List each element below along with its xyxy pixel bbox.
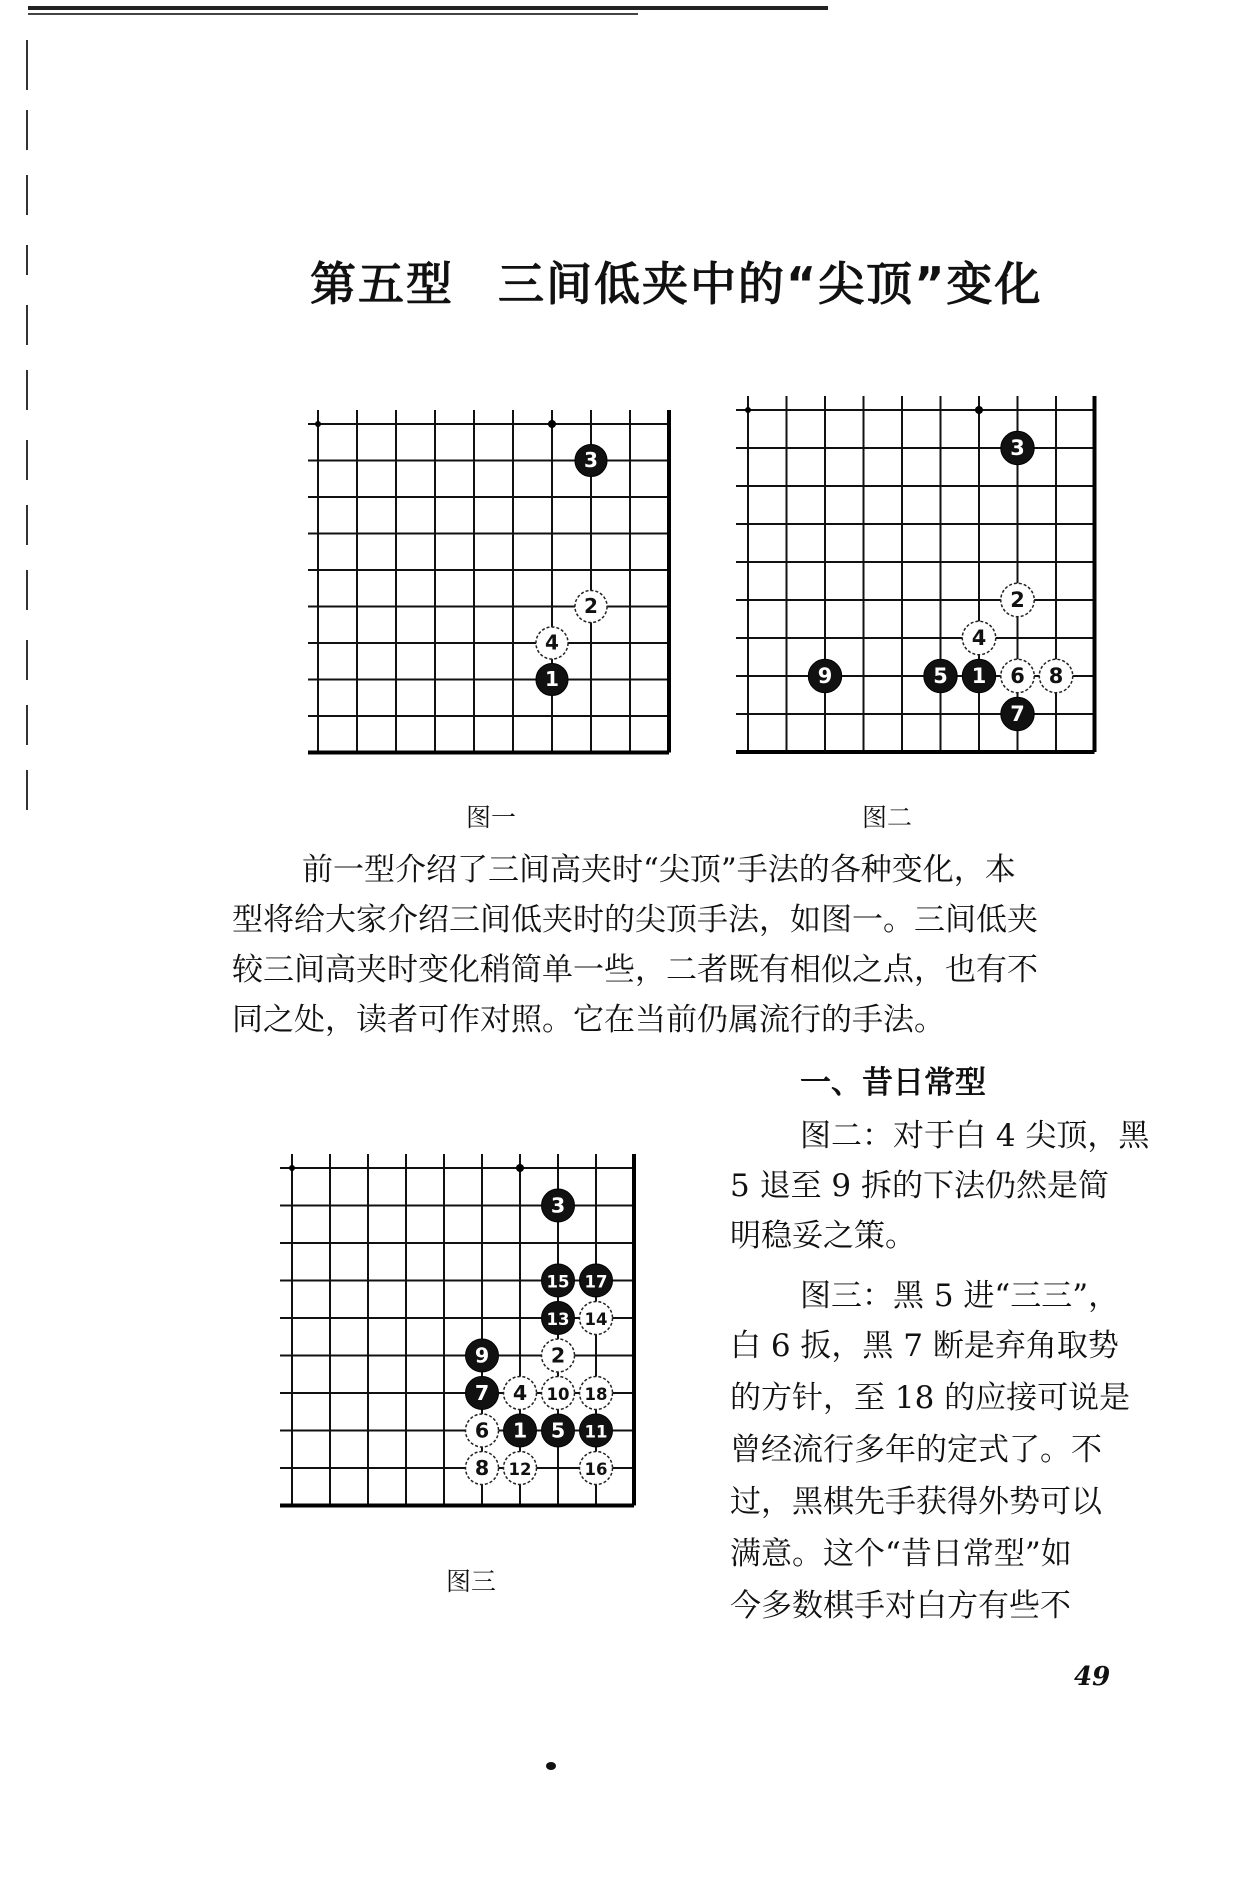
scan-edge-mark — [26, 505, 28, 545]
stone-number: 13 — [546, 1309, 570, 1329]
body-line: 过，黑棋先手获得外势可以 — [730, 1484, 1102, 1520]
star-point — [975, 406, 983, 414]
stone-number: 3 — [550, 1193, 566, 1218]
body-line: 图三：黑 5 进“三三”， — [800, 1278, 1120, 1314]
body-line: 5 退至 9 拆的下法仍然是简 — [730, 1168, 1110, 1204]
top-rule-secondary — [28, 13, 638, 15]
white-stone — [962, 621, 995, 654]
title-text: 三间低夹中的“尖顶”变化 — [498, 257, 1043, 311]
figure-2-caption: 图二 — [862, 803, 913, 832]
black-stone — [1001, 431, 1034, 464]
stone-number: 1 — [512, 1418, 528, 1443]
black-stone — [466, 1339, 499, 1372]
intro-line: 同之处，读者可作对照。它在当前仍属流行的手法。 — [232, 1002, 945, 1038]
title-type: 第五型 — [310, 257, 454, 311]
star-point — [548, 420, 556, 428]
scan-edge-mark — [26, 770, 28, 810]
go-board-figure-1 — [308, 398, 678, 758]
white-stone — [466, 1452, 499, 1485]
black-stone — [542, 1302, 575, 1335]
stone-number: 7 — [1010, 702, 1025, 727]
stone-number: 12 — [508, 1459, 532, 1479]
stone-number: 10 — [546, 1384, 570, 1404]
white-stone — [542, 1377, 575, 1410]
body-line: 明稳妥之策。 — [730, 1218, 916, 1254]
white-stone — [466, 1414, 499, 1447]
white-stone — [580, 1377, 613, 1410]
scan-edge-mark — [26, 370, 28, 410]
stone-number: 18 — [584, 1384, 608, 1404]
page-number: 49 — [1074, 1662, 1111, 1692]
black-stone — [580, 1264, 613, 1297]
page-title — [310, 248, 1042, 314]
stone-number: 1 — [971, 664, 987, 689]
stone-number: 8 — [474, 1455, 490, 1480]
stone-number: 8 — [1048, 664, 1064, 689]
stone-number: 3 — [584, 448, 598, 473]
black-stone — [1001, 697, 1034, 730]
body-line: 满意。这个“昔日常型”如 — [730, 1536, 1072, 1572]
black-stone — [542, 1189, 575, 1222]
scan-edge-mark — [26, 110, 28, 150]
white-stone — [1001, 583, 1034, 616]
white-stone — [542, 1339, 575, 1372]
star-point — [315, 421, 321, 427]
black-stone — [542, 1414, 575, 1447]
scan-edge-mark — [26, 305, 28, 345]
stone-number: 7 — [474, 1380, 490, 1405]
stone-number: 4 — [545, 630, 559, 655]
white-stone — [504, 1377, 537, 1410]
black-stone — [580, 1414, 613, 1447]
star-point — [516, 1164, 524, 1172]
black-stone — [808, 659, 841, 692]
stone-number: 2 — [550, 1343, 566, 1368]
body-line: 今多数棋手对白方有些不 — [730, 1588, 1071, 1624]
scan-edge-mark — [26, 705, 28, 745]
go-board-figure-2 — [734, 386, 1106, 756]
scan-edge-mark — [26, 640, 28, 680]
stone-number: 16 — [584, 1459, 608, 1479]
black-stone — [504, 1414, 537, 1447]
stone-number: 2 — [1010, 588, 1025, 613]
stone-number: 6 — [1010, 664, 1025, 689]
black-stone — [536, 663, 568, 695]
stone-number: 5 — [933, 664, 948, 689]
scan-edge-mark — [26, 245, 28, 275]
stone-number: 14 — [584, 1309, 608, 1329]
stone-number: 9 — [817, 664, 833, 689]
top-rule — [28, 6, 828, 10]
white-stone — [536, 627, 568, 659]
section-heading: 一、昔日常型 — [800, 1065, 986, 1101]
stone-number: 15 — [546, 1272, 570, 1292]
star-point — [745, 407, 751, 413]
black-stone — [924, 659, 957, 692]
scan-edge-mark — [26, 40, 28, 90]
stone-number: 4 — [971, 626, 987, 651]
black-stone — [575, 444, 607, 476]
body-line: 白 6 扳，黑 7 断是弃角取势 — [730, 1328, 1119, 1364]
black-stone — [542, 1264, 575, 1297]
body-line: 图二：对于白 4 尖顶，黑 — [800, 1118, 1150, 1154]
white-stone — [575, 590, 607, 622]
intro-line: 前一型介绍了三间高夹时“尖顶”手法的各种变化，本 — [302, 852, 1016, 888]
stone-number: 2 — [584, 594, 598, 619]
white-stone — [580, 1302, 613, 1335]
stone-number: 9 — [474, 1343, 490, 1368]
stone-number: 3 — [1010, 436, 1025, 461]
go-board-figure-3 — [280, 1148, 650, 1510]
white-stone — [1001, 659, 1034, 692]
stone-number: 5 — [550, 1418, 566, 1443]
figure-1-caption: 图一 — [466, 803, 517, 832]
stone-number: 11 — [584, 1422, 608, 1442]
stone-number: 17 — [584, 1272, 608, 1292]
scan-edge-mark — [26, 570, 28, 610]
body-line: 的方针，至 18 的应接可说是 — [730, 1380, 1131, 1416]
intro-line: 型将给大家介绍三间低夹时的尖顶手法，如图一。三间低夹 — [232, 902, 1038, 938]
star-point — [289, 1165, 295, 1171]
intro-line: 较三间高夹时变化稍简单一些，二者既有相似之点，也有不 — [232, 952, 1038, 988]
black-stone — [962, 659, 995, 692]
stone-number: 1 — [545, 667, 559, 692]
print-speck — [546, 1762, 556, 1770]
white-stone — [1039, 659, 1072, 692]
scan-edge-mark — [26, 175, 28, 215]
black-stone — [466, 1377, 499, 1410]
white-stone — [504, 1452, 537, 1485]
white-stone — [580, 1452, 613, 1485]
stone-number: 6 — [474, 1418, 490, 1443]
figure-3-caption: 图三 — [446, 1567, 497, 1596]
scan-edge-mark — [26, 440, 28, 480]
body-line: 曾经流行多年的定式了。不 — [730, 1432, 1102, 1468]
stone-number: 4 — [512, 1380, 528, 1405]
